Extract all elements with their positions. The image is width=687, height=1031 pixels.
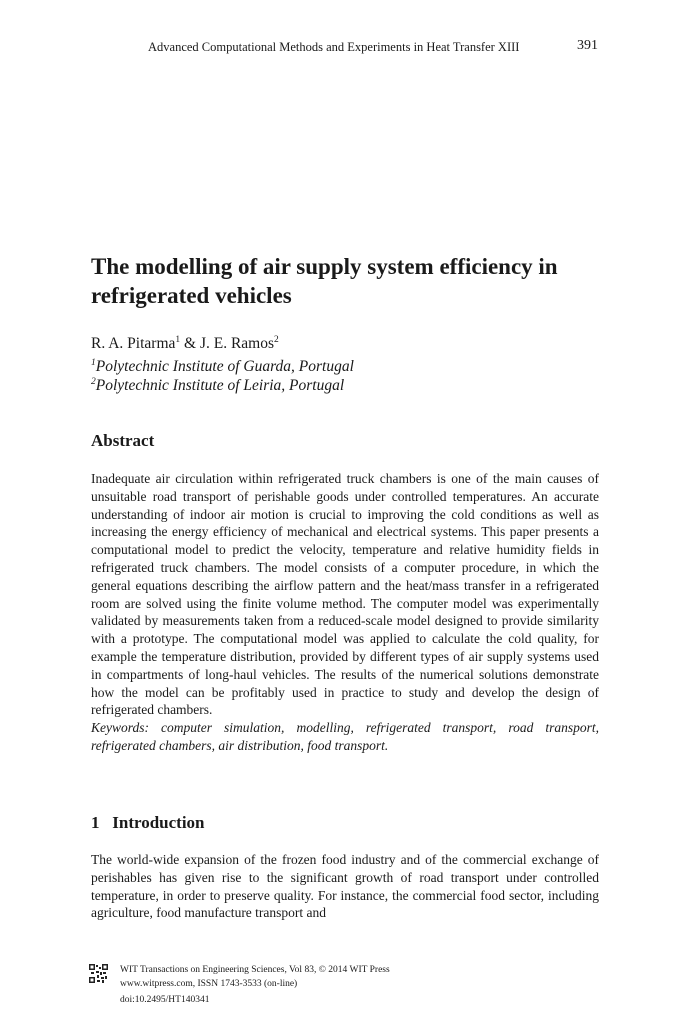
affiliation-mark: 1 (175, 335, 181, 345)
affiliation-text: Polytechnic Institute of Guarda, Portugal (95, 358, 354, 375)
section-title: Introduction (112, 813, 205, 832)
page-number: 391 (577, 38, 598, 53)
section-number: 1 (91, 813, 100, 832)
footer-citation: WIT Transactions on Engineering Sciences, Vol 83, © 2014 WIT Press (120, 965, 390, 975)
affiliation (91, 373, 344, 395)
footer-website: www.witpress.com, ISSN 1743-3533 (on-line) (120, 979, 298, 989)
abstract-section (91, 470, 599, 755)
abstract-heading: Abstract (91, 431, 155, 450)
author-list (91, 330, 279, 354)
introduction-text: The world-wide expansion of the frozen food industry and of the commercial exchange of perishables has given rise to the significant growth of road transport under controlled temperature, in order to preserve quality. For instance, the commercial food sector, including agriculture, food manufacture transport and (91, 852, 599, 921)
affiliation-mark: 1 (91, 358, 96, 368)
paper-title: The modelling of air supply system efficiency in refrigerated vehicles (91, 254, 558, 308)
affiliation-mark: 2 (274, 335, 279, 345)
section-heading-introduction (91, 813, 205, 833)
keywords: Keywords: computer simulation, modelling, refrigerated transport, road transport, refrigerated chambers, air distribution, food transport. (91, 720, 599, 753)
footer-doi: doi:10.2495/HT140341 (120, 995, 210, 1005)
abstract-text: Inadequate air circulation within refrigerated truck chambers is one of the main causes of unsuitable road transport of perishable goods under controlled temperatures. An accurate understanding of indoor air motion is crucial to improving the cold conditions as well as increasing the energy efficiency of mechanical and electrical systems. This paper presents a computational model to predict the velocity, temperature and relative humidity fields in refrigerated truck chambers. The model consists of a computer procedure, in which the general equations describing the airflow pattern and the heat/mass transfer in a refrigerated room are solved using the finite volume method. The computer model was experimentally validated by measurements taken from a reduced-scale model designed to provide similarity with a prototype. The computational model was applied to calculate the cold quality, for example the temperature distribution, provided by different types of air supply systems used in compartments of long-haul vehicles. The results of the numerical solutions demonstrate how the model can be profitably used in practice to study and develop the design of refrigerated chambers. (91, 471, 599, 718)
author-name: J. E. Ramos (199, 335, 275, 352)
affiliation-mark: 2 (91, 377, 96, 387)
qr-code-icon (89, 964, 108, 983)
running-head: Advanced Computational Methods and Experiments in Heat Transfer XIII (148, 40, 520, 54)
author-name: R. A. Pitarma (91, 335, 176, 352)
author-separator: & (180, 335, 200, 352)
affiliation-text: Polytechnic Institute of Leiria, Portugal (95, 377, 345, 394)
